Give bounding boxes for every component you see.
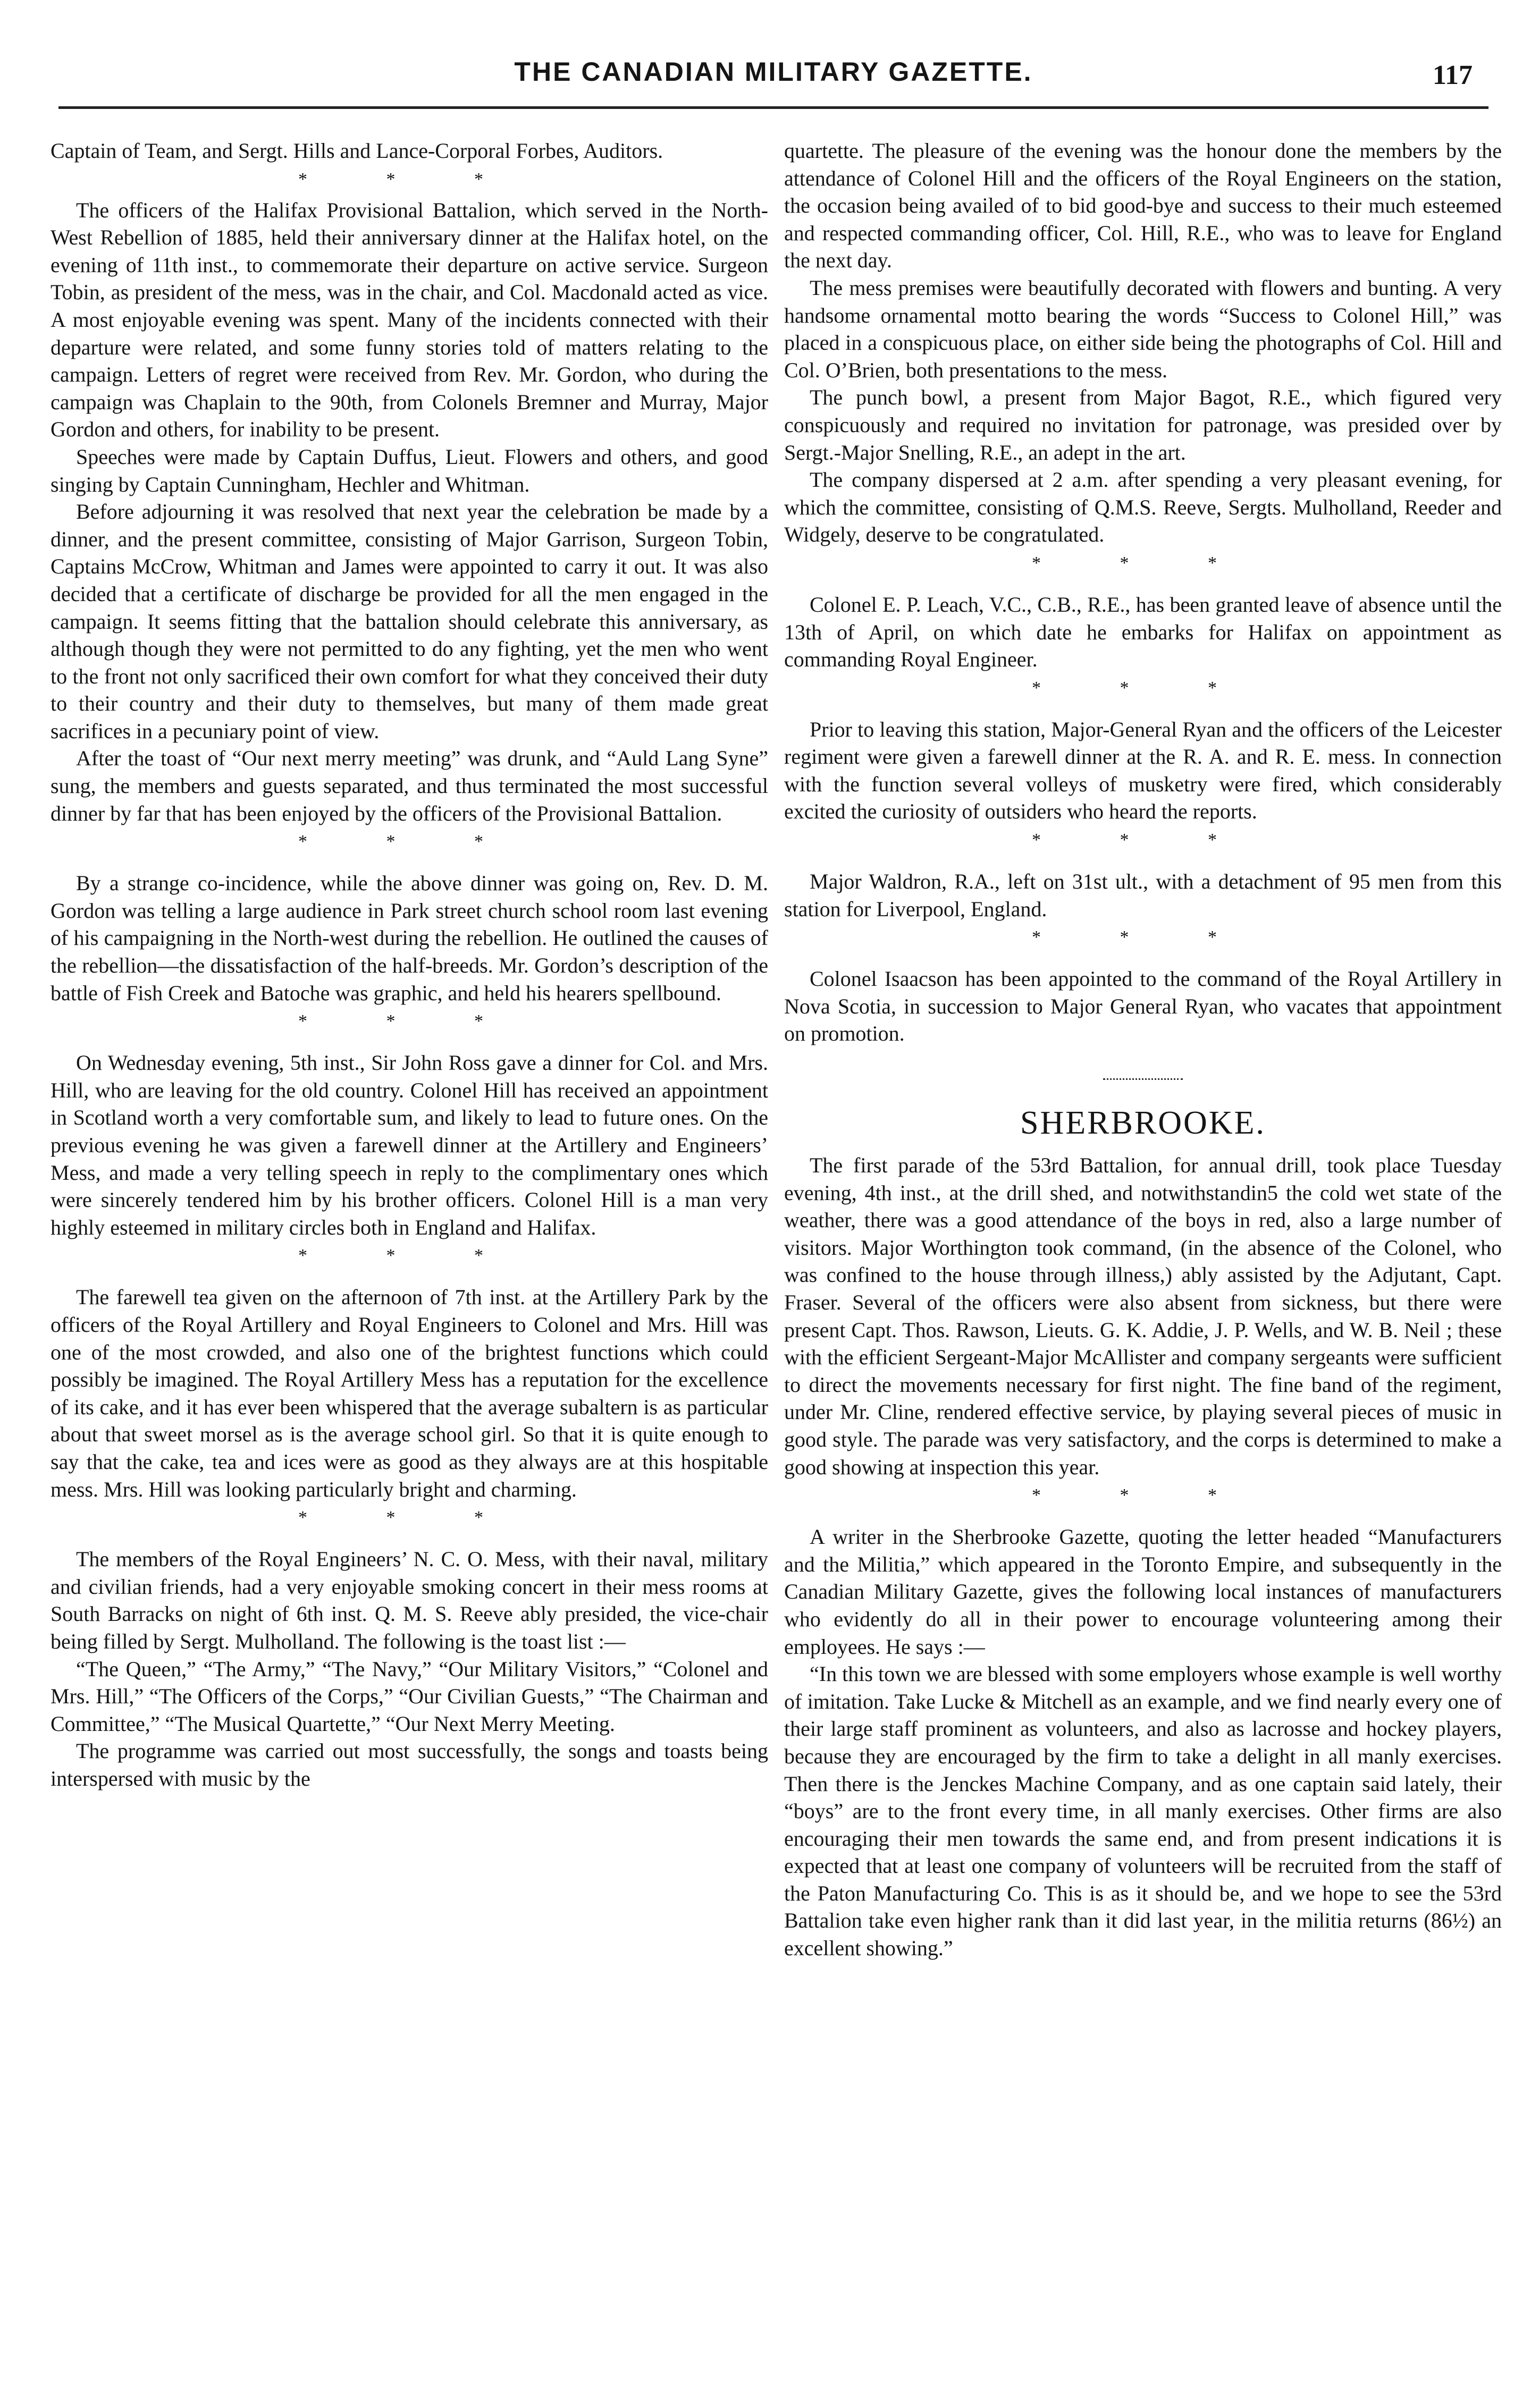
paragraph: Captain of Team, and Sergt. Hills and Lance-Corporal Forbes, Auditors. — [51, 139, 663, 163]
paragraph: The members of the Royal Engineers’ N. C. O. Mess, with their naval, military and civilian friends, had a very enjoyable smoking concert in their mess rooms at South Barracks on night of 6th inst. Q. M. S. Reeve ably presided, the vice-chair being filled by Sergt. Mulholland. The following is the toast list :— — [51, 1547, 768, 1653]
paragraph: The mess premises were beautifully decorated with flowers and bunting. A very handsome ornamental motto bearing the words “Success to Colonel Hill,” was placed in a conspicuous place, on either side being the photographs of Col. Hill and Col. O’Brien, both presentations to the mess. — [784, 275, 1502, 382]
paragraph: The officers of the Halifax Provisional Battalion, which served in the North-West Rebellion of 1885, held their anniversary dinner at the Halifax hotel, on the evening of 11th inst., to commemorate their departure on active service. Surgeon Tobin, as president of the mess, was in the chair, and Col. Macdonald acted as vice. A most enjoyable evening was spent. Many of the incidents connected with their departure were related, and some funny stories told of matters relating to the campaign. Letters of regret were received from Rev. Mr. Gordon, who during the campaign was Chaplain to the 90th, from Colonels Bremner and Murray, Major Gordon and others, for inability to be present. — [51, 198, 768, 442]
section-separator: * * * — [298, 1508, 520, 1528]
paragraph: Major Waldron, R.A., left on 31st ult., with a detachment of 95 men from this station for Liverpool, England. — [784, 869, 1502, 921]
paragraph: A writer in the Sherbrooke Gazette, quoting the letter headed “Manufacturers and the Militia,” which appeared in the Toronto Empire, and subsequently in the Canadian Military Gazette, gives the following local instances of manufacturers who evidently do all in their power to encourage volunteering among their employees. He says :— — [784, 1525, 1502, 1659]
paragraph: quartette. The pleasure of the evening was the honour done the members by the attendance of Colonel Hill and the officers of the Royal Engineers on the station, the occasion being availed of to bid good-bye and success to their much esteemed and respected commanding officer, Col. Hill, R.E., who was to leave for England the next day. — [784, 139, 1502, 273]
paragraph: Before adjourning it was resolved that next year the celebration be made by a dinner, and the present committee, consisting of Major Garrison, Surgeon Tobin, Captains McCrow, Whitman and James were appointed to carry it out. It was also decided that a certificate of discharge be provided for all the men engaged in the campaign. It seems fitting that the battalion should celebrate this anniversary, as although though they were not permitted to do any fighting, yet the men who went to the front not only sacrificed their own comfort for what they conceived their duty to their country and their duty to themselves, but many of them made great sacrifices in a pecuniary point of view. — [51, 500, 768, 743]
paragraph: Speeches were made by Captain Duffus, Lieut. Flowers and others, and good singing by Captain Cunningham, Hechler and Whitman. — [51, 444, 768, 496]
section-separator: * * * — [298, 1246, 520, 1266]
section-divider — [1103, 1078, 1183, 1080]
section-separator: * * * — [1032, 553, 1254, 573]
quoted-paragraph: “In this town we are blessed with some employers whose example is well worthy of imitation. Take Lucke & Mitchell as an example, and we find nearly every one of their large staff prominent as volunteers, and also as lacrosse and hockey players, because they are encouraged by the firm to take a delight in all manly exercises. Then there is the Jenckes Machine Company, and as one captain said lately, their “boys” are to the front every time, in all manly exercises. Other firms are also encouraging their men towards the same end, and from present indications it is expected that at least one company of volunteers will be recruited from the staff of the Paton Manufacturing Co. This is as it should be, and we hope to see the 53rd Battalion take even higher rank than it did last year, in the militia returns (86½) an excellent showing.” — [784, 1662, 1502, 1961]
paragraph: The company dispersed at 2 a.m. after spending a very pleasant evening, for which the committee, consisting of Q.M.S. Reeve, Sergts. Mulholland, Reeder and Widgely, deserve to be congratulated. — [784, 468, 1502, 547]
publication-title: THE CANADIAN MILITARY GAZETTE. — [514, 57, 1033, 87]
section-separator: * * * — [1032, 830, 1254, 850]
paragraph: The punch bowl, a present from Major Bagot, R.E., which figured very conspicuously and required no invitation for patronage, was presided over by Sergt.-Major Snelling, R.E., an adept in the art. — [784, 385, 1502, 464]
section-separator: * * * — [298, 832, 520, 852]
paragraph: The farewell tea given on the afternoon of 7th inst. at the Artillery Park by the officers of the Royal Artillery and Royal Engineers to Colonel and Mrs. Hill was one of the most crowded, and also one of the brightest functions which could possibly be imagined. The Royal Artillery Mess has a reputation for the excellence of its cake, and it has ever been whispered that the average subaltern is as particular about that sweet morsel as is the average school girl. So that it is quite enough to say that the cake, tea and ices were as good as they always are at this hospitable mess. Mrs. Hill was looking particularly bright and charming. — [51, 1285, 768, 1501]
section-separator: * * * — [1032, 927, 1254, 948]
paragraph: After the toast of “Our next merry meeting” was drunk, and “Auld Lang Syne” sung, the members and guests separated, and thus terminated the most successful dinner by far that has been enjoyed by the officers of the Provisional Battalion. — [51, 746, 768, 825]
paragraph: On Wednesday evening, 5th inst., Sir John Ross gave a dinner for Col. and Mrs. Hill, who are leaving for the old country. Colonel Hill has received an appointment in Scotland worth a very comfortable sum, and likely to lead to future ones. On the previous evening he was given a farewell dinner at the Artillery and Engineers’ Mess, and made a very telling speech in reply to the complimentary ones which were sincerely tendered him by his brother officers. Colonel Hill is a man very highly esteemed in military circles both in England and Halifax. — [51, 1051, 768, 1239]
paragraph: The programme was carried out most successfully, the songs and toasts being interspersed with music by the — [51, 1739, 768, 1790]
page-number: 117 — [1432, 60, 1473, 90]
right-column — [784, 137, 1502, 1962]
paragraph: Colonel Isaacson has been appointed to the command of the Royal Artillery in Nova Scotia, in succession to Major General Ryan, who vacates that appointment on promotion. — [784, 967, 1502, 1046]
paragraph: By a strange co-incidence, while the above dinner was going on, Rev. D. M. Gordon was telling a large audience in Park street church school room last evening of his campaigning in the North-west during the rebellion. He outlined the causes of the rebellion—the dissatisfaction of the half-breeds. Mr. Gordon’s description of the battle of Fish Creek and Batoche was graphic, and held his hearers spellbound. — [51, 871, 768, 1005]
section-separator: * * * — [298, 169, 520, 189]
paragraph: Colonel E. P. Leach, V.C., C.B., R.E., has been granted leave of absence until the 13th of April, on which date he embarks for Halifax on appointment as commanding Royal Engineer. — [784, 592, 1502, 672]
left-column — [51, 137, 768, 1792]
page-header — [58, 51, 1488, 109]
section-separator: * * * — [1032, 678, 1254, 698]
section-title-sherbrooke: SHERBROOKE. — [1020, 1105, 1266, 1142]
section-separator: * * * — [298, 1011, 520, 1032]
paragraph: Prior to leaving this station, Major-General Ryan and the officers of the Leicester regiment were given a farewell dinner at the R. A. and R. E. mess. In connection with the function several volleys of musketry were fired, which considerably excited the curiosity of outsiders who heard the reports. — [784, 717, 1502, 824]
section-separator: * * * — [1032, 1485, 1254, 1506]
paragraph: The first parade of the 53rd Battalion, for annual drill, took place Tuesday evening, 4th inst., at the drill shed, and notwithstandin5 the cold wet state of the weather, there was a good attendance of the boys in red, also a large number of visitors. Major Worthington took command, (in the absence of the Colonel, who was confined to the house through illness,) ably assisted by the Adjutant, Capt. Fraser. Several of the officers were also absent from sickness, but there were present Capt. Thos. Rawson, Lieuts. G. K. Addie, J. P. Wells, and W. B. Neil ; these with the efficient Sergeant-Major McAllister and company sergeants were sufficient to direct the movements necessary for first night. The fine band of the regiment, under Mr. Cline, rendered effective service, by playing several pieces of music in good style. The parade was very satisfactory, and the corps is determined to make a good showing at inspection this year. — [784, 1153, 1502, 1479]
toast-list: “The Queen,” “The Army,” “The Navy,” “Our Military Visitors,” “Colonel and Mrs. Hill,” “The Officers of the Corps,” “Our Civilian Guests,” “The Chairman and Committee,” “The Musical Quartette,” “Our Next Merry Meeting. — [51, 1657, 768, 1736]
